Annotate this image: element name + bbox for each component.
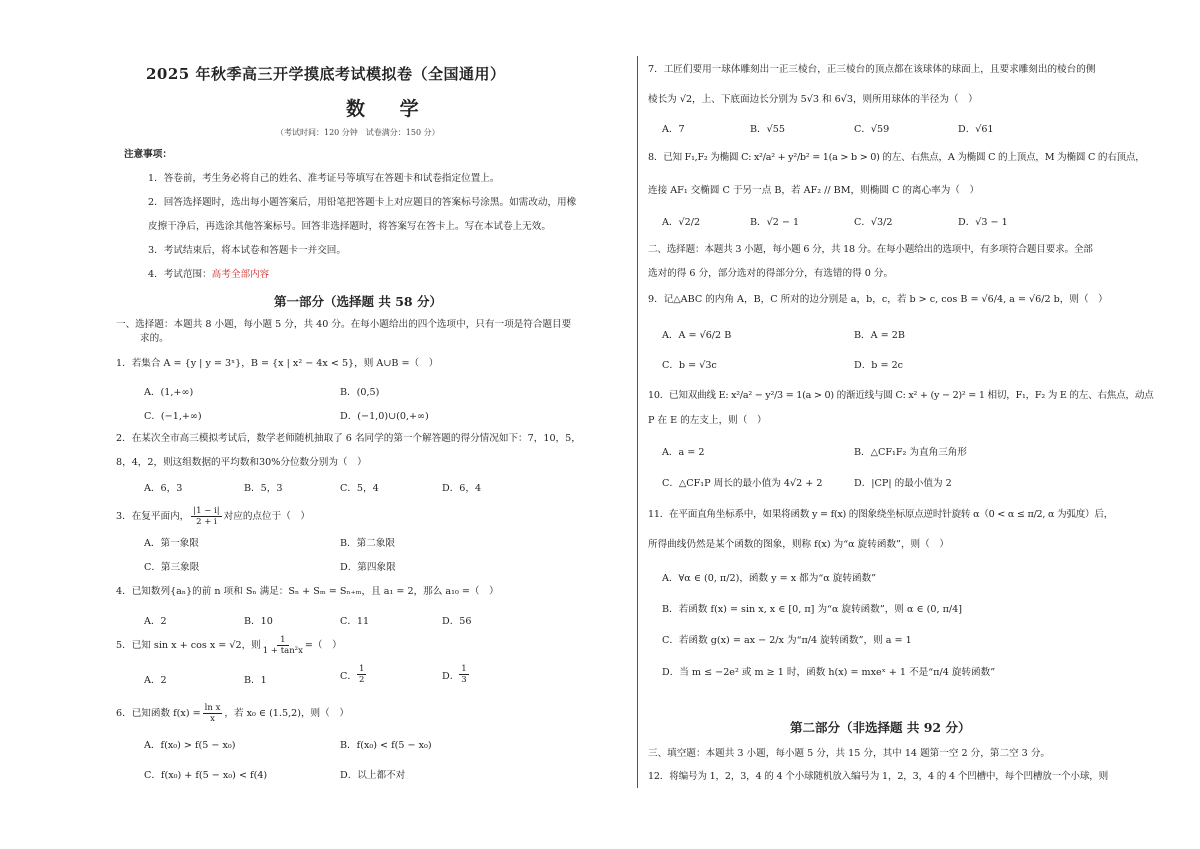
q5-option-b: B．1 bbox=[244, 675, 267, 686]
section1-instructions-cont: 求的。 bbox=[140, 333, 169, 344]
q6-fraction: $\frac{\text{ln x}}{x}$ bbox=[204, 703, 221, 724]
q3-option-a: A．第一象限 bbox=[144, 538, 199, 549]
q1-option-c: C．(−1,+∞) bbox=[144, 411, 202, 422]
q10-option-d: D．|CP| 的最小值为 2 bbox=[854, 478, 952, 489]
q2-stem: 2．在某次全市高三模拟考试后，数学老师随机抽取了 6 名同学的第一个解答题的得分情况如下：7，10，5， bbox=[116, 433, 581, 444]
q2-option-d: D．6，4 bbox=[442, 483, 482, 494]
q7-option-c: C．√59 bbox=[854, 124, 890, 135]
subject-title: 数 学 bbox=[346, 98, 433, 120]
note-item-4 bbox=[148, 268, 269, 282]
q6-option-d: D．以上都不对 bbox=[340, 770, 406, 781]
range-label: 4．考试范围： bbox=[148, 269, 212, 280]
q5-option-a: A．2 bbox=[144, 675, 167, 686]
q8-option-b: B．√2 − 1 bbox=[750, 217, 800, 228]
q7-option-b: B．√55 bbox=[750, 124, 785, 135]
q4-option-d: D．56 bbox=[442, 616, 472, 627]
section2-instructions: 二、选择题：本题共 3 小题，每小题 6 分，共 18 分。在每小题给出的选项中，有多项符合题目要求。全部 bbox=[648, 244, 1093, 255]
q8-option-d: D．√3 − 1 bbox=[958, 217, 1008, 228]
left-column bbox=[116, 0, 632, 849]
q11-stem: 11．在平面直角坐标系中，如果将函数 y = f(x) 的图象绕坐标原点逆时针旋转 α（0 < α ≤ π/2, α 为弧度）后， bbox=[648, 509, 1114, 520]
q9-option-c: C．b = √3c bbox=[662, 360, 717, 371]
q5-option-d: D． 1 3 bbox=[442, 664, 467, 685]
q1-option-a: A．(1,+∞) bbox=[144, 387, 194, 398]
q9-stem: 9．记△ABC 的内角 A，B，C 所对的边分别是 a，b，c，若 b > c, cos B = √6/4, a = √6/2 b，则（ ） bbox=[648, 294, 1108, 305]
column-divider bbox=[637, 56, 638, 788]
part2-title: 第二部分（非选择题 共 92 分） bbox=[790, 720, 971, 735]
q10-option-a: A．a = 2 bbox=[662, 447, 705, 458]
note-item-1: 1．答卷前，考生务必将自己的姓名、准考证号等填写在答题卡和试卷指定位置上。 bbox=[148, 173, 500, 184]
q8-option-a: A．√2/2 bbox=[662, 217, 701, 228]
q4-option-b: B．10 bbox=[244, 616, 273, 627]
section2-instructions-cont: 选对的得 6 分，部分选对的得部分分，有选错的得 0 分。 bbox=[648, 268, 894, 279]
q10-option-c: C．△CF₁P 周长的最小值为 4√2 + 2 bbox=[662, 478, 823, 489]
q4-option-a: A．2 bbox=[144, 616, 167, 627]
q9-option-b: B．A = 2B bbox=[854, 330, 905, 341]
q3-option-d: D．第四象限 bbox=[340, 562, 396, 573]
q11-option-d: D．当 m ≤ −2e² 或 m ≥ 1 时，函数 h(x) = mxeˣ + 1 不是“π/4 旋转函数” bbox=[662, 667, 996, 678]
q1-stem: 1．若集合 A = {y | y = 3ˣ}，B = {x | x² − 4x < 5}，则 A∪B =（ ） bbox=[116, 358, 439, 369]
note-item-2-cont: 皮擦干净后，再选涂其他答案标号。回答非选择题时，将答案写在答卡上。写在本试卷上无效。 bbox=[148, 221, 551, 232]
q11-option-c: C．若函数 g(x) = ax − 2/x 为“π/4 旋转函数”，则 a = 1 bbox=[662, 635, 912, 646]
q11-option-a: A．∀α ∈ (0, π/2)，函数 y = x 都为“α 旋转函数” bbox=[662, 573, 877, 584]
q10-stem-cont: P 在 E 的左支上，则（ ） bbox=[648, 415, 767, 426]
q2-option-b: B．5，3 bbox=[244, 483, 283, 494]
q1-option-d: D．(−1,0)∪(0,+∞) bbox=[340, 411, 429, 422]
exam-info: （考试时间：120 分钟 试卷满分：150 分） bbox=[276, 128, 440, 137]
notes-heading: 注意事项： bbox=[124, 149, 172, 160]
q7-option-d: D．√61 bbox=[958, 124, 994, 135]
q2-option-c: C．5，4 bbox=[340, 483, 379, 494]
q6-option-c: C．f(x₀) + f(5 − x₀) < f(4) bbox=[144, 770, 268, 781]
q7-stem-cont: 棱长为 √2，上、下底面边长分别为 5√3 和 6√3，则所用球体的半径为（ ） bbox=[648, 94, 978, 105]
q1-option-b: B．(0,5) bbox=[340, 387, 380, 398]
exam-title: 2025 年秋季高三开学摸底考试模拟卷（全国通用） bbox=[146, 65, 506, 83]
note-item-3: 3．考试结束后，将本试卷和答题卡一并交回。 bbox=[148, 245, 346, 256]
q3-stem: 3．在复平面内， |1 − i| 2 + i 对应的点位于（ ） bbox=[116, 506, 310, 527]
q8-option-c: C．√3/2 bbox=[854, 217, 893, 228]
note-item-2: 2．回答选择题时，选出每小题答案后，用铅笔把答题卡上对应题目的答案标号涂黑。如需改动，用橡 bbox=[148, 197, 577, 208]
q5-stem: 5．已知 sin x + cos x = √2，则 $\frac{1}{\text{1 + tan²x}}$ =（ ） bbox=[116, 635, 342, 656]
q3-fraction: |1 − i| 2 + i bbox=[193, 506, 220, 527]
q9-option-d: D．b = 2c bbox=[854, 360, 904, 371]
q6-option-b: B．f(x₀) < f(5 − x₀) bbox=[340, 740, 432, 751]
q6-option-a: A．f(x₀) > f(5 − x₀) bbox=[144, 740, 236, 751]
q7-stem: 7．工匠们要用一球体雕刻出一正三棱台，正三棱台的顶点都在该球体的球面上，且要求雕刻出的棱台的侧 bbox=[648, 64, 1096, 75]
q4-stem: 4．已知数列{aₙ}的前 n 项和 Sₙ 满足：Sₙ + Sₘ = Sₙ₊ₘ，且 a₁ = 2，那么 a₁₀ =（ ） bbox=[116, 586, 499, 597]
q5-option-c: C． 1 2 bbox=[340, 664, 365, 685]
section1-instructions: 一、选择题：本题共 8 小题，每小题 5 分，共 40 分。在每小题给出的四个选项中，只有一项是符合题目要 bbox=[116, 319, 572, 330]
section3-instructions: 三、填空题：本题共 3 小题，每小题 5 分，共 15 分，其中 14 题第一空 2 分，第二空 3 分。 bbox=[648, 748, 1051, 759]
q4-option-c: C．11 bbox=[340, 616, 370, 627]
q6-stem: 6．已知函数 f(x) = $\frac{\text{ln x}}{x}$ ，若 x₀ ∈ (1.5,2)，则（ ） bbox=[116, 703, 349, 724]
range-value: 高考全部内容 bbox=[211, 269, 270, 280]
q8-stem-cont: 连接 AF₁ 交椭圆 C 于另一点 B，若 AF₂ // BM，则椭圆 C 的离心率为（ ） bbox=[648, 185, 980, 196]
q5-fraction: $\frac{1}{\text{1 + tan²x}}$ bbox=[262, 635, 303, 656]
q2-option-a: A．6，3 bbox=[144, 483, 183, 494]
q9-option-a: A．A = √6/2 B bbox=[662, 330, 732, 341]
q3-option-c: C．第三象限 bbox=[144, 562, 200, 573]
q11-stem-cont: 所得曲线仍然是某个函数的图象，则称 f(x) 为“α 旋转函数”，则（ ） bbox=[648, 539, 949, 550]
q7-option-a: A．7 bbox=[662, 124, 685, 135]
q10-option-b: B．△CF₁F₂ 为直角三角形 bbox=[854, 447, 967, 458]
q12-stem: 12．将编号为 1，2，3，4 的 4 个小球随机放入编号为 1，2，3，4 的 4 个凹槽中，每个凹槽放一个小球，则 bbox=[648, 771, 1108, 782]
q2-stem-cont: 8，4，2，则这组数据的平均数和30%分位数分别为（ ） bbox=[116, 457, 367, 468]
q3-option-b: B．第二象限 bbox=[340, 538, 396, 549]
q10-stem: 10．已知双曲线 E: x²/a² − y²/3 = 1(a > 0) 的渐近线与圆 C: x² + (y − 2)² = 1 相切，F₁，F₂ 为 E 的左、右焦点，动点 bbox=[648, 390, 1154, 401]
right-column bbox=[644, 0, 1154, 849]
q8-stem: 8．已知 F₁,F₂ 为椭圆 C: x²/a² + y²/b² = 1(a > b > 0) 的左、右焦点，A 为椭圆 C 的上顶点，M 为椭圆 C 的右顶点， bbox=[648, 152, 1145, 163]
part1-title: 第一部分（选择题 共 58 分） bbox=[274, 294, 442, 309]
q11-option-b: B．若函数 f(x) = sin x, x ∈ [0, π] 为“α 旋转函数”，则 α ∈ (0, π/4] bbox=[662, 604, 962, 615]
